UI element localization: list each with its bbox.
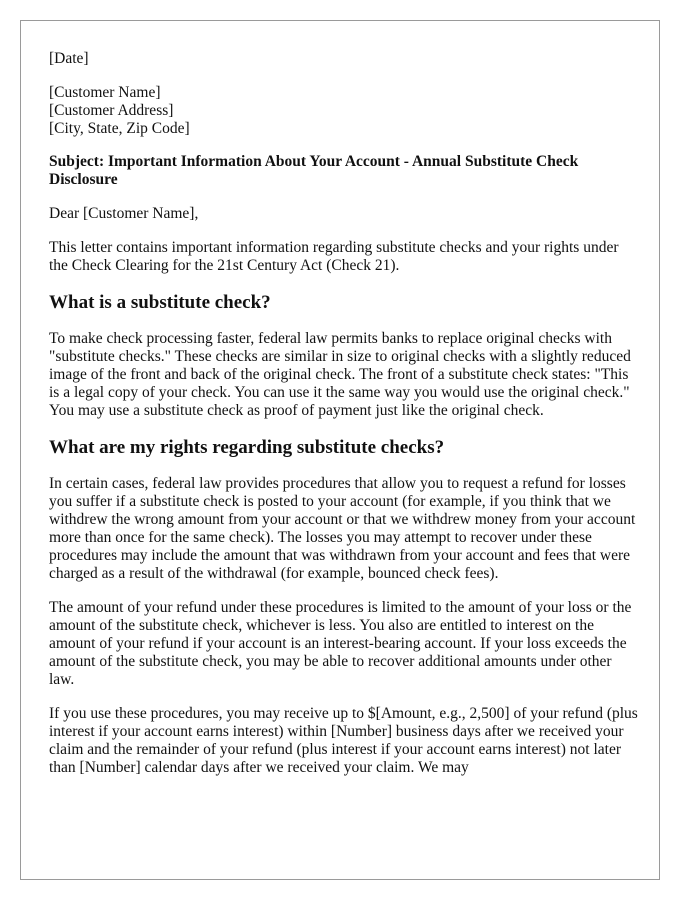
customer-name-line: [Customer Name] [49,84,161,101]
letter-content [49,21,639,777]
letter-subject: Subject: Important Information About Your Account - Annual Substitute Check Disclosure [49,153,579,188]
intro-paragraph: This letter contains important information regarding substitute checks and your rights under the Check Clearing for the 21st Century Act (Check 21). [49,239,619,274]
section-heading-rights: What are my rights regarding substitute checks? [49,437,445,458]
letter-date: [Date] [49,50,89,67]
section-heading-substitute-check: What is a substitute check? [49,292,271,313]
letter-salutation: Dear [Customer Name], [49,205,199,222]
rights-paragraph-refund-limit: The amount of your refund under these procedures is limited to the amount of your loss or the amount of the substitute check, whichever is less. You also are entitled to interest on the amount of your refund if your account is an interest-bearing account. If your loss exceeds the amount of the substitute check, you may be able to recover additional amounts under other law. [49,599,632,688]
customer-address-line: [Customer Address] [49,102,174,119]
section-body-substitute-check: To make check processing faster, federal law permits banks to replace original checks with "substitute checks." These checks are similar in size to original checks with a slightly reduced image of the front and back of the original check. The front of a substitute check states: "This is a legal copy of your check. You can use it the same way you would use the original check." You may use a substitute check as proof of payment just like the original check. [49,330,631,419]
rights-paragraph-refund-procedures: In certain cases, federal law provides procedures that allow you to request a refund for losses you suffer if a substitute check is posted to your account (for example, if you think that we withdrew the wrong amount from your account or that we withdrew money from your account more than once for the same check). The losses you may attempt to recover under these procedures may include the amount that was withdrawn from your account and fees that were charged as a result of the withdrawal (for example, bounced check fees). [49,475,636,582]
recipient-address [49,84,639,138]
letter-page [20,20,660,880]
rights-paragraph-refund-timing: If you use these procedures, you may receive up to $[Amount, e.g., 2,500] of your refund (plus interest if your account earns interest) within [Number] business days after we received your claim and the remainder of your refund (plus interest if your account earns interest) not later than [Number] calendar days after we received your claim. We may [49,705,638,776]
city-state-zip-line: [City, State, Zip Code] [49,120,190,137]
